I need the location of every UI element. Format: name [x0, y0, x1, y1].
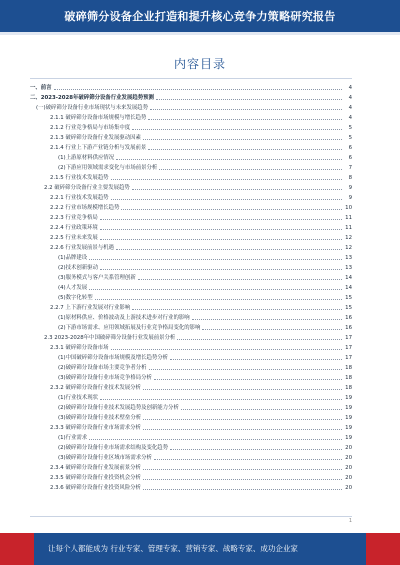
toc-entry[interactable]: [50, 472, 352, 482]
toc-entry-text: (2)下游应用领域需求变化与市场前景分析: [58, 165, 158, 171]
toc-page-number: 13: [345, 255, 352, 261]
toc-entry[interactable]: [58, 392, 352, 402]
toc-leader: [143, 489, 342, 490]
toc-entry-text: (3)破碎筛分设备行业区域市场需求分析: [58, 455, 152, 461]
header-divider: [0, 32, 400, 35]
toc-entry[interactable]: [50, 232, 352, 242]
toc-entry-text: (1)品牌建设: [58, 255, 88, 261]
toc-entry[interactable]: [44, 182, 352, 192]
footer-accent-right: [366, 533, 400, 565]
page-number: 1: [348, 518, 352, 524]
toc-page-number: 14: [345, 285, 352, 291]
toc-leader: [132, 189, 342, 190]
toc-entry-text: (4)人才发展: [58, 285, 88, 291]
table-of-contents: [30, 82, 352, 522]
toc-entry-text: (1)行业需求: [58, 435, 88, 441]
toc-leader: [111, 179, 342, 180]
toc-page-number: 10: [345, 205, 352, 211]
toc-entry-text: (1)中国破碎筛分设备市场规模及增长趋势分析: [58, 355, 169, 361]
toc-entry-text: (1)上游原材料供应情况: [58, 155, 115, 161]
toc-page-number: 19: [345, 405, 352, 411]
toc-leader: [170, 449, 342, 450]
toc-page-number: 7: [348, 165, 352, 171]
toc-entry-text: 2.3.3 破碎筛分设备行业市场需求分析: [50, 425, 141, 431]
toc-entry-text: (3)破碎筛分设备行业技术壁垒分析: [58, 415, 142, 421]
toc-page-number: 12: [345, 235, 352, 241]
toc-leader: [150, 109, 342, 110]
toc-leader: [89, 259, 342, 260]
toc-entry[interactable]: [58, 452, 352, 462]
toc-entry[interactable]: [50, 382, 352, 392]
toc-leader: [138, 279, 342, 280]
toc-page-number: 9: [348, 195, 352, 201]
toc-entry-text: (一)破碎筛分设备行业市场现状与未来发展趋势: [36, 105, 149, 111]
toc-entry[interactable]: [50, 122, 352, 132]
toc-entry-text: (2)破碎筛分设备行业市场需求结构及变化趋势: [58, 445, 169, 451]
toc-entry[interactable]: [36, 102, 352, 112]
toc-leader: [89, 289, 342, 290]
toc-page-number: 17: [345, 335, 352, 341]
toc-page-number: 13: [345, 265, 352, 271]
toc-entry-text: 2.3.5 破碎筛分设备行业投资机会分析: [50, 475, 141, 481]
toc-entry-text: 2.1.5 行业技术发展趋势: [50, 175, 109, 181]
toc-entry[interactable]: [50, 482, 352, 492]
toc-entry-text: 2.3 2023-2028年中国破碎筛分设备行业发展前景分析: [44, 335, 176, 341]
toc-page-number: 20: [345, 485, 352, 491]
footer-accent-left: [0, 533, 34, 565]
toc-entry[interactable]: [58, 322, 352, 332]
toc-page-number: 11: [345, 215, 352, 221]
toc-entry[interactable]: [58, 312, 352, 322]
toc-leader: [132, 129, 342, 130]
toc-entry[interactable]: [50, 202, 352, 212]
toc-entry-text: (2)破碎筛分设备行业技术发展趋势及创新能力分析: [58, 405, 179, 411]
toc-page-number: 4: [348, 105, 352, 111]
toc-entry[interactable]: [58, 252, 352, 262]
toc-leader: [156, 99, 342, 100]
toc-leader: [143, 479, 342, 480]
toc-entry[interactable]: [58, 362, 352, 372]
toc-entry[interactable]: [50, 422, 352, 432]
toc-entry-text: 2.3.1 破碎筛分设备市场: [50, 345, 109, 351]
footer-slogan: 让每个人都能成为 行业专家、管理专家、营销专家、战略专家、成功企业家: [48, 544, 298, 553]
toc-page-number: 20: [345, 445, 352, 451]
toc-leader: [111, 199, 342, 200]
toc-leader: [116, 159, 342, 160]
footer-divider: [30, 516, 352, 517]
toc-leader: [159, 169, 342, 170]
toc-leader: [100, 399, 342, 400]
toc-entry[interactable]: [58, 282, 352, 292]
toc-entry-text: 2.2.7 上下游行业发展对行业影响: [50, 305, 131, 311]
toc-leader: [148, 119, 342, 120]
toc-entry[interactable]: [30, 92, 352, 102]
toc-entry-text: (3)破碎筛分设备行业市场竞争格局分析: [58, 375, 152, 381]
toc-leader: [192, 319, 342, 320]
toc-leader: [95, 299, 342, 300]
toc-page-number: 17: [345, 345, 352, 351]
toc-page-number: 20: [345, 475, 352, 481]
report-header: [0, 0, 400, 32]
toc-entry-text: 2.2.4 行业政策环境: [50, 225, 98, 231]
toc-page-number: 4: [348, 85, 352, 91]
toc-leader: [148, 149, 342, 150]
toc-page-number: 19: [345, 435, 352, 441]
toc-entry[interactable]: [58, 292, 352, 302]
toc-entry-text: 一、前言: [30, 85, 52, 91]
toc-entry[interactable]: [58, 432, 352, 442]
toc-entry-text: 2.1.2 行业竞争格局与市场集中度: [50, 125, 131, 131]
toc-entry-text: 2.3.2 破碎筛分设备行业技术发展分析: [50, 385, 141, 391]
toc-leader: [54, 89, 342, 90]
toc-leader: [100, 239, 342, 240]
toc-entry[interactable]: [58, 402, 352, 412]
toc-entry[interactable]: [50, 212, 352, 222]
toc-entry[interactable]: [44, 332, 352, 342]
report-footer: [0, 533, 400, 565]
toc-entry-text: 2.2.5 行业未来发展: [50, 235, 98, 241]
toc-page-number: 18: [345, 375, 352, 381]
toc-page-number: 16: [345, 315, 352, 321]
toc-page-number: 5: [348, 125, 352, 131]
toc-entry-text: (3)服务模式与客户关系管理创新: [58, 275, 136, 281]
toc-page-number: 19: [345, 415, 352, 421]
toc-entry[interactable]: [50, 342, 352, 352]
toc-entry-text: 2.2 破碎筛分设备行业主要发展趋势: [44, 185, 130, 191]
toc-entry[interactable]: [50, 142, 352, 152]
toc-leader: [170, 359, 342, 360]
toc-entry[interactable]: [50, 222, 352, 232]
toc-leader: [143, 429, 342, 430]
toc-leader: [143, 139, 342, 140]
toc-entry[interactable]: [58, 412, 352, 422]
toc-page-number: 20: [345, 455, 352, 461]
toc-divider: [30, 78, 352, 79]
toc-entry[interactable]: [50, 132, 352, 142]
toc-entry[interactable]: [58, 162, 352, 172]
toc-entry-text: 2.3.6 破碎筛分设备行业投资风险分析: [50, 485, 141, 491]
toc-page-number: 17: [345, 355, 352, 361]
toc-page-number: 6: [348, 155, 352, 161]
toc-entry[interactable]: [58, 442, 352, 452]
toc-entry-text: 2.2.2 行业市场规模增长趋势: [50, 205, 120, 211]
toc-entry[interactable]: [58, 372, 352, 382]
toc-entry-text: (5)数字化转型: [58, 295, 93, 301]
toc-entry-text: 2.2.3 行业竞争格局: [50, 215, 98, 221]
toc-entry-text: (1)原材料供应、价格波动及上游技术进步对行业的影响: [58, 315, 190, 321]
toc-page-number: 12: [345, 245, 352, 251]
toc-entry[interactable]: [58, 152, 352, 162]
toc-leader: [149, 369, 343, 370]
toc-entry[interactable]: [50, 192, 352, 202]
toc-entry-text: (2)破碎筛分设备市场主要竞争者分析: [58, 365, 147, 371]
toc-leader: [154, 459, 342, 460]
toc-leader: [100, 219, 342, 220]
toc-entry[interactable]: [50, 112, 352, 122]
toc-page-number: 11: [345, 225, 352, 231]
toc-leader: [181, 409, 342, 410]
toc-leader: [132, 309, 342, 310]
report-title: 破碎筛分设备企业打造和提升核心竞争力策略研究报告: [64, 10, 336, 23]
toc-leader: [121, 209, 342, 210]
toc-leader: [143, 469, 342, 470]
toc-page-number: 4: [348, 115, 352, 121]
toc-leader: [143, 389, 342, 390]
toc-leader: [202, 329, 342, 330]
toc-entry[interactable]: [50, 462, 352, 472]
toc-leader: [111, 349, 342, 350]
toc-entry-text: 2.1.1 破碎筛分设备市场规模与增长趋势: [50, 115, 147, 121]
toc-entry[interactable]: [50, 242, 352, 252]
toc-title: 内容目录: [173, 57, 226, 71]
toc-leader: [143, 419, 342, 420]
toc-leader: [116, 249, 342, 250]
toc-page-number: 19: [345, 395, 352, 401]
toc-page-number: 9: [348, 185, 352, 191]
toc-entry-text: 2.2.6 行业发展前景与机遇: [50, 245, 114, 251]
toc-entry-text: 2.2.1 行业技术发展趋势: [50, 195, 109, 201]
toc-entry[interactable]: [58, 352, 352, 362]
toc-page-number: 19: [345, 425, 352, 431]
toc-leader: [154, 379, 342, 380]
toc-entry-text: (2)下游市场需求、应用领域拓展及行业竞争格局变化的影响: [58, 325, 201, 331]
toc-leader: [100, 269, 342, 270]
toc-page-number: 5: [348, 135, 352, 141]
toc-page-number: 18: [345, 365, 352, 371]
toc-leader: [177, 339, 342, 340]
toc-page-number: 15: [345, 295, 352, 301]
toc-entry-text: (1)行业技术现状: [58, 395, 98, 401]
toc-page-number: 14: [345, 275, 352, 281]
toc-entry-text: 2.3.4 破碎筛分设备行业发展前景分析: [50, 465, 141, 471]
toc-entry[interactable]: [58, 262, 352, 272]
toc-page-number: 8: [348, 175, 352, 181]
toc-entry-text: 二、2023-2028年破碎筛分设备行业发展趋势预测: [30, 95, 154, 101]
toc-entry[interactable]: [58, 272, 352, 282]
toc-page-number: 6: [348, 145, 352, 151]
toc-entry-text: 2.1.4 行业上下游产业链分析与发展前景: [50, 145, 147, 151]
toc-entry[interactable]: [50, 302, 352, 312]
toc-page-number: 15: [345, 305, 352, 311]
toc-entry-text: (2)技术创新驱动: [58, 265, 98, 271]
toc-entry[interactable]: [50, 172, 352, 182]
toc-leader: [100, 229, 342, 230]
toc-page-number: 4: [348, 95, 352, 101]
toc-entry[interactable]: [30, 82, 352, 92]
toc-entry-text: 2.1.3 破碎筛分设备行业发展驱动因素: [50, 135, 141, 141]
toc-page-number: 20: [345, 465, 352, 471]
toc-leader: [89, 439, 342, 440]
toc-page-number: 18: [345, 385, 352, 391]
toc-page-number: 16: [345, 325, 352, 331]
